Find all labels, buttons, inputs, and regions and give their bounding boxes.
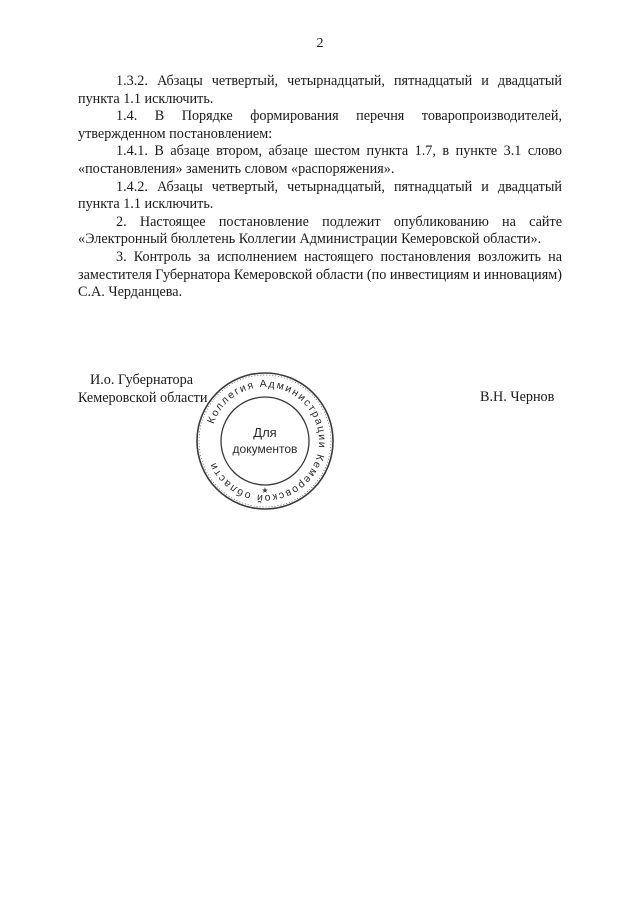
paragraph-2: 2. Настоящее постановление подлежит опубликованию на сайте «Электронный бюллетень Коллегии Администрации Кемеровской области». xyxy=(78,213,562,248)
signatory-name: В.Н. Чернов xyxy=(480,389,555,405)
official-seal xyxy=(193,369,337,513)
paragraph-1-4: 1.4. В Порядке формирования перечня товаропроизводителей, утвержденном постановлением: xyxy=(78,108,562,142)
paragraph-1-4-1: 1.4.1. В абзаце втором, абзаце шестом пункта 1.7, в пункте 3.1 слово «постановления» заменить словом «распоряжения». xyxy=(78,143,562,177)
signatory-title xyxy=(78,372,207,407)
document-body xyxy=(78,73,562,302)
paragraph-1-3-2: 1.3.2. Абзацы четвертый, четырнадцатый, пятнадцатый и двадцатый пункта 1.1 исключить. xyxy=(78,73,562,107)
seal-star-icon: ★ xyxy=(261,486,269,495)
seal-center-line2: документов xyxy=(232,442,298,456)
paragraph-3: 3. Контроль за исполнением настоящего постановления возложить на заместителя Губернатора Кемеровской области (по инвестициям и инновациям) С.А. Черданцева. xyxy=(78,248,562,301)
seal-center-line1: Для xyxy=(253,425,277,440)
page-number: 2 xyxy=(316,36,324,51)
signatory-title-line2: Кемеровской области xyxy=(78,389,208,406)
seal-inner-ring xyxy=(221,397,309,485)
signatory-title-line1: И.о. Губернатора xyxy=(90,372,193,388)
paragraph-1-4-2: 1.4.2. Абзацы четвертый, четырнадцатый, пятнадцатый и двадцатый пункта 1.1 исключить. xyxy=(78,178,562,213)
seal-ring-textpath: Коллегия Администрации Кемеровской области xyxy=(205,377,329,505)
